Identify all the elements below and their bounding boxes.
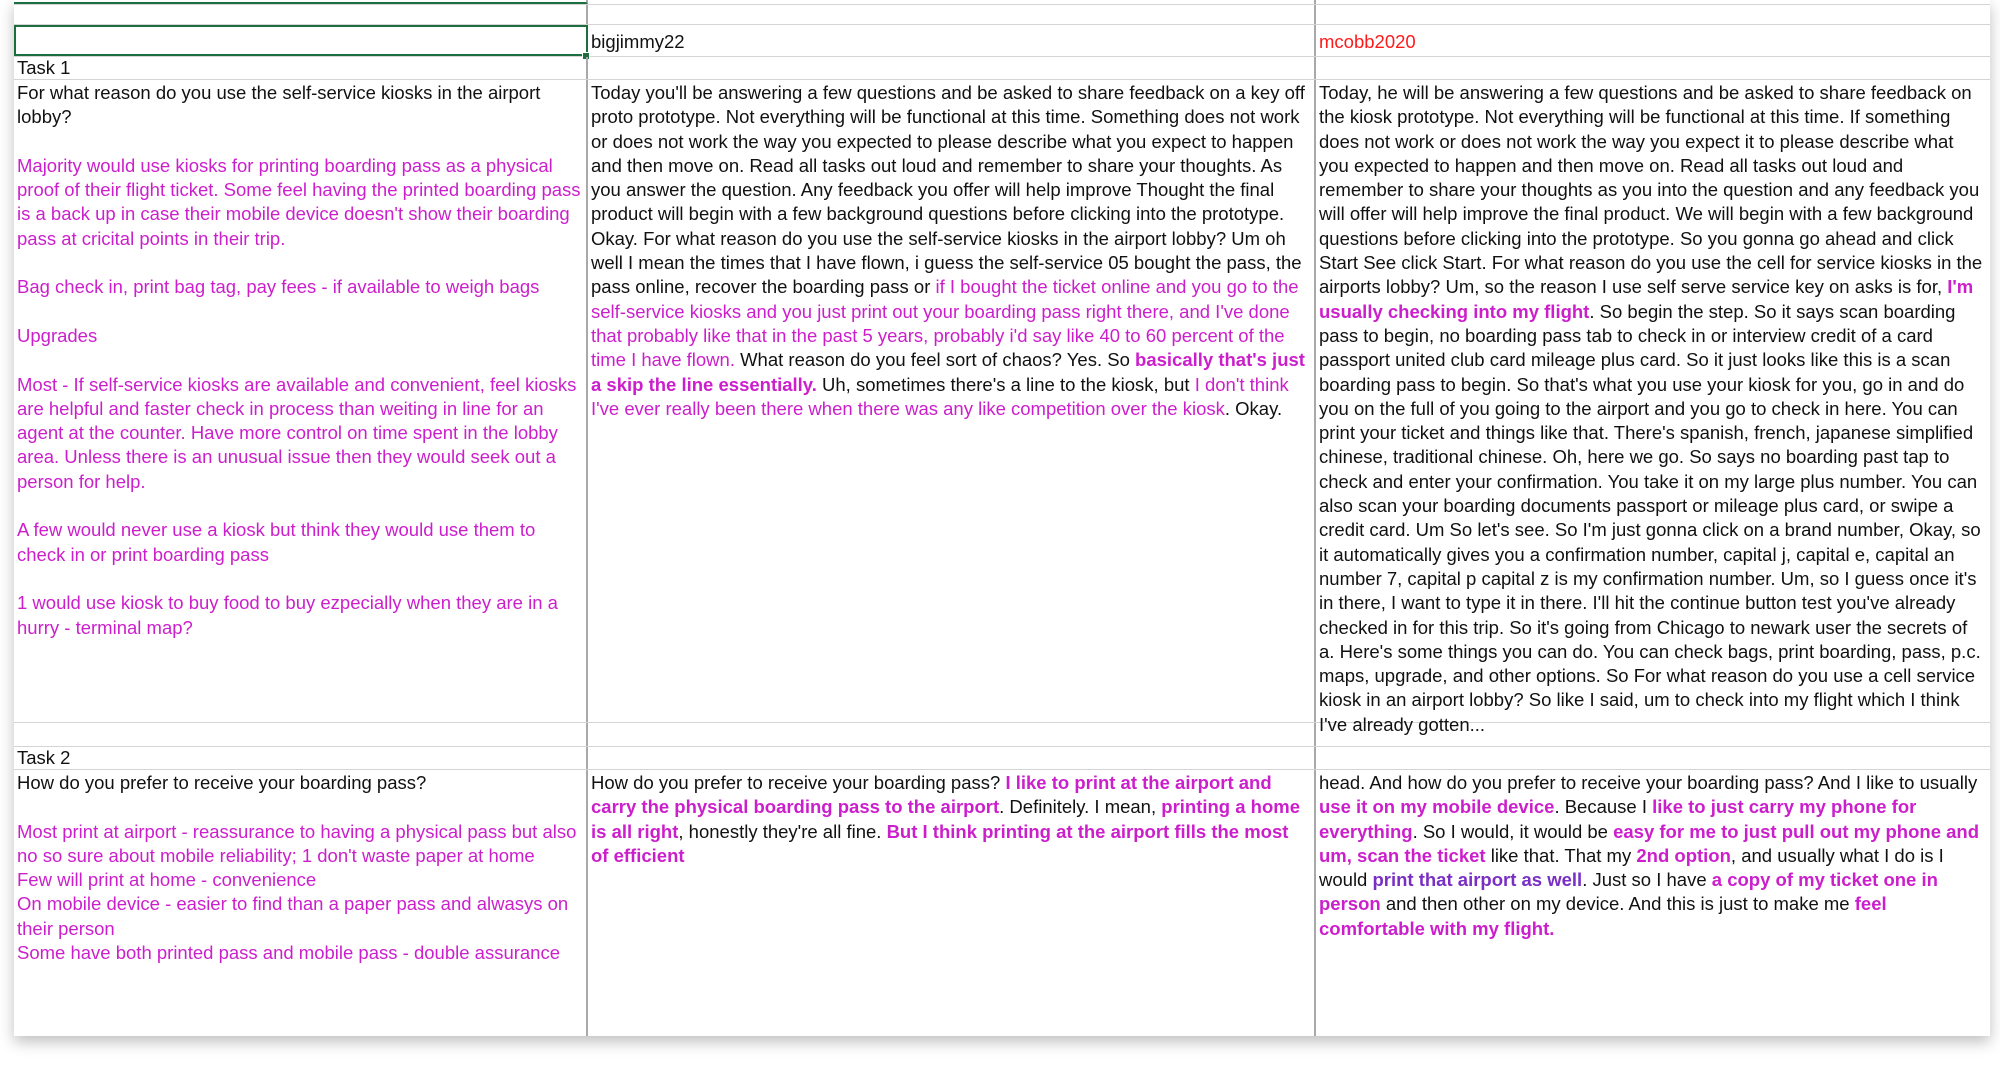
t2-mc-bold-5: a copy of my ticket one in person (1319, 869, 1938, 915)
t2-mc-text-2: . Because I (1554, 796, 1653, 818)
cell-task1-blank-c[interactable] (1316, 57, 1990, 79)
t2-mc-bold-2: like to just carry my phone for everything (1319, 796, 1917, 842)
sheet-row-task1-label (14, 57, 1990, 80)
cell-b1[interactable] (588, 5, 1316, 24)
cell-participant-1[interactable] (588, 25, 1316, 56)
cell-a0[interactable] (14, 0, 588, 4)
task2-summary-3: Some have both printed pass and mobile pass - double assurance (17, 942, 561, 964)
cell-task1-participant-1[interactable] (588, 80, 1316, 722)
sheet-row-task1-content (14, 80, 1990, 735)
spreadsheet (14, 0, 1990, 1036)
t1-bj-text-2: What reason do you feel sort of chaos? Yes. So (734, 349, 1136, 371)
t1-bj-bold-1: basically that's just a skip the line essentially. (591, 349, 1305, 395)
t2-mc-text-5: , and usually what I do is I would (1319, 844, 1944, 891)
t2-bj-text-1: How do you prefer to receive your boarding pass? (591, 772, 1006, 793)
task1-summary-5: 1 would use kiosk to buy food to buy ezpecially when they are in a hurry - terminal map? (17, 592, 558, 638)
t2-bj-bold-1: I like to print at the airport and carry the physical boarding pass to the airport (591, 772, 1272, 818)
task1-question: For what reason do you use the self-service kiosks in the airport lobby? (17, 82, 541, 128)
cell-task2-blank-c[interactable] (1316, 747, 1990, 769)
t2-bj-text-3: , honestly they're all fine. (678, 820, 887, 842)
t2-bj-bold-3: But I think printing at the airport fills the most of efficient (591, 820, 1289, 866)
task2-label: Task 2 (17, 747, 71, 768)
cell-b0[interactable] (588, 0, 1316, 4)
t2-bj-text-2: . Definitely. I mean, (999, 796, 1162, 818)
cell-task2-participant-1[interactable] (588, 770, 1316, 1036)
sheet-row-task2-label (14, 747, 1990, 770)
cell-a1[interactable] (14, 5, 588, 24)
cell-task1-summary[interactable] (14, 80, 588, 722)
t2-mc-bold-4: 2nd option (1636, 844, 1731, 866)
cell-a2-selected[interactable] (14, 25, 588, 56)
t2-mc-bold-3: easy for me to just pull out my phone and um, scan the ticket (1319, 820, 1980, 866)
t1-bj-highlight-1: if I bought the ticket online and you go to the self-service kiosks and you just print out your boarding pass right there, and I've done that probably like that in the past 5 years, probably i'd say like 40 to 60 percent of the time I have flown. (591, 276, 1299, 371)
cell-spacer-c[interactable] (1316, 723, 1990, 746)
task1-summary-1: Bag check in, print bag tag, pay fees - if available to weigh bags (17, 276, 540, 298)
t2-mc-text-3: . So I would, it would be (1412, 820, 1614, 842)
t2-bj-bold-2: printing a home is all right (591, 796, 1301, 842)
t1-bj-text-3: Uh, sometimes there's a line to the kiosk, but (816, 373, 1195, 395)
cell-task2-label[interactable] (14, 747, 588, 769)
t2-mc-text-7: and then other on my device. And this is just to make me (1380, 893, 1855, 915)
t2-mc-purple-1: print that airport as well (1372, 869, 1583, 891)
cell-c0[interactable] (1316, 0, 1990, 4)
cell-task2-participant-2[interactable] (1316, 770, 1990, 1036)
t1-mc-bold-1: I'm usually checking into my flight (1319, 276, 1974, 322)
cell-task2-blank-b[interactable] (588, 747, 1316, 769)
cell-task1-participant-2[interactable] (1316, 80, 1990, 735)
t2-mc-text-1: head. And how do you prefer to receive your boarding pass? And I like to usually (1319, 772, 1978, 793)
sheet-row-blank (14, 5, 1990, 25)
task1-summary-4: A few would never use a kiosk but think they would use them to check in or print boarding pass (17, 519, 536, 565)
task1-summary-3: Most - If self-service kiosks are available and convenient, feel kiosks are helpful and faster check in process than weiting in line for an agent at the counter. Have more control on time spent in the lobby area. Unless there is an unusual issue then they would seek out a person for help. (17, 373, 577, 492)
task2-question: How do you prefer to receive your boarding pass? (17, 772, 427, 793)
cell-spacer-b[interactable] (588, 723, 1316, 746)
task1-label: Task 1 (17, 57, 71, 78)
sheet-row-header (14, 25, 1990, 57)
t1-bj-highlight-2: I don't think I've ever really been there when there was any like competition over the kiosk (591, 373, 1289, 419)
t1-bj-text-4: . Okay. (1224, 397, 1283, 419)
t1-bj-text-1: Today you'll be answering a few questions and be asked to share feedback on a key off proto prototype. Not everything will be functional at this time. Something does not work or does not work the way you expected to please describe what you expect to happen and then move on. Read all tasks out loud and remember to share your thoughts. As you answer the question. Any feedback you offer will help improve Thought the final product will begin with a few background questions before clicking into the prototype. Okay. For what reason do you use the self-service kiosks in the airport lobby? Um oh well I mean the times that I have flown, i guess the self-service 05 bought the pass, the pass online, recover the boarding pass or (591, 82, 1305, 298)
t2-mc-bold-6: feel comfortable with my flight. (1319, 893, 1887, 939)
t1-mc-text-2: . So begin the step. So it says scan boarding pass to begin, no boarding pass tab to check in or interview credit of a card passport united club card mileage plus card. So it just looks like this is a scan boarding pass to begin. So that's what you use your kiosk for you, go in and do you on the full of you going to the airport and you go to check in here. You can print your ticket and things like that. There's spanish, french, japanese simplified chinese, traditional chinese. Oh, here we go. So says no boarding past tap to check and enter your confirmation. You take it on my large plus number. You can also scan your boarding documents passport or mileage plus card, or swipe a credit card. Um So let's see. So I'm just gonna click on a brand number, Okay, so it automatically gives you a confirmation number, capital j, capital e, capital an number 7, capital p capital z is my confirmation number. Um, so I guess once it's in there, I want to type it in there. I'll hit the continue button test you've already checked in for this trip. So it's going from Chicago to newark user the secrets of a. Here's some things you can do. You can check bags, print boarding, pass, p.c. maps, upgrade, and other options. So For what reason do you use a cell service kiosk in an airport lobby? So like I said, um to check into my flight which I think I've already gotten... (1319, 300, 1981, 735)
sheet-row-task2-content (14, 770, 1990, 1036)
t2-mc-text-6: . Just so I have (1582, 869, 1712, 891)
participant-1-name: bigjimmy22 (591, 31, 685, 52)
cell-task2-summary[interactable] (14, 770, 588, 1036)
cell-task1-label[interactable] (14, 57, 588, 79)
task2-summary-0: Most print at airport - reassurance to having a physical pass but also no so sure about mobile reliability; 1 don't waste paper at home (17, 820, 577, 866)
cell-spacer-a[interactable] (14, 723, 588, 746)
cell-task1-blank-b[interactable] (588, 57, 1316, 79)
sheet-row-spacer (14, 723, 1990, 747)
t2-mc-bold-1: use it on my mobile device (1319, 796, 1555, 818)
participant-2-name: mcobb2020 (1319, 31, 1416, 52)
cell-c1[interactable] (1316, 5, 1990, 24)
cell-participant-2[interactable] (1316, 25, 1990, 56)
task1-summary-2: Upgrades (17, 324, 98, 346)
t1-mc-text-1: Today, he will be answering a few questions and be asked to share feedback on the kiosk prototype. Not everything will be functional at this time. If something does not work or does not work the way you expect it to please describe what you expected to happen and then move on. Read all tasks out loud and remember to share your thoughts as you into the question and any feedback you will offer will help improve the final product. We will begin with a few background questions before clicking into the prototype. So you gonna go ahead and click Start See click Start. For what reason do you use the cell for service kiosks in the airports lobby? Um, so the reason I use self serve service key on asks is for, (1319, 82, 1983, 298)
t2-mc-text-4: like that. That my (1485, 844, 1637, 866)
task1-summary-0: Majority would use kiosks for printing boarding pass as a physical proof of their flight ticket. Some feel having the printed boarding pass is a back up in case their mobile device doesn't show their boarding pass at cricital points in their trip. (17, 154, 581, 249)
task2-summary-1: Few will print at home - convenience (17, 869, 317, 891)
task2-summary-2: On mobile device - easier to find than a paper pass and alwasys on their person (17, 893, 569, 939)
